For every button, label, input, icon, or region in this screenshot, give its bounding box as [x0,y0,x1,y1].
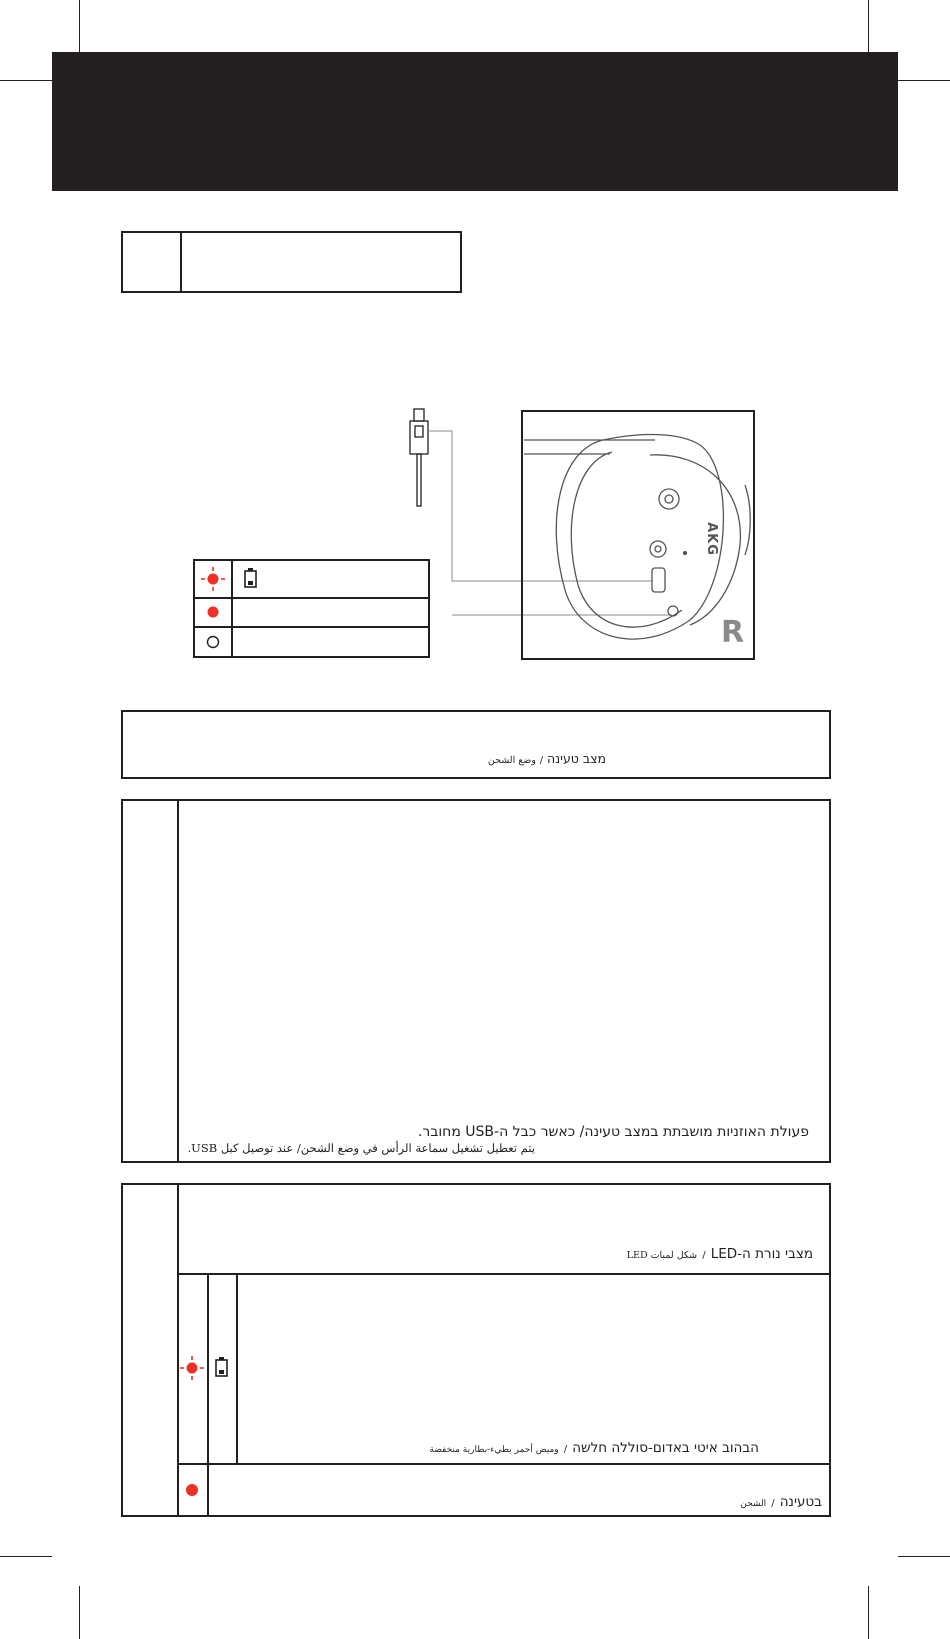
charging-diagram [180,400,760,665]
section-tab-divider [180,231,182,293]
led-row-solid-ar: الشحن [740,1499,767,1509]
usb-cable-icon [410,409,428,506]
charging-mode-box [121,710,831,779]
led-table-icon-divider [207,1273,209,1517]
usb-note-box [121,799,831,1163]
caption-separator: / [539,755,544,766]
led-table-title [627,1245,813,1264]
led-legend [194,560,429,657]
led-table-row-1-icons [178,1350,236,1386]
led-row-blinking-ar: وميض أحمر بطيء-بطارية منخفضة [429,1445,559,1455]
title-separator: / [702,1250,706,1261]
crop-mark [868,1586,869,1639]
usb-note-ar: يتم تعطيل تشغيل سماعة الرأس في وضع الشحن/ عند توصيل كبل USB. [187,1141,535,1155]
led-table-title-he: מצבי נורת ה-LED [710,1246,813,1262]
led-off-icon [208,637,219,648]
crop-mark [898,80,950,81]
led-row-solid [740,1493,822,1512]
section-tab [121,231,462,293]
header-band [52,52,898,191]
led-table-header-line [177,1273,831,1275]
led-table-icon-divider [236,1273,238,1464]
charging-mode-caption-he: מצב טעינה [546,751,606,766]
charging-mode-caption-ar: وضع الشحن [487,755,536,766]
led-row-blinking-he: הבהוב איטי באדום-סוללה חלשה [572,1440,759,1456]
row-separator: / [563,1444,568,1455]
blinking-red-led-icon [201,567,225,591]
charging-mode-caption [488,751,606,768]
crop-mark [898,1556,950,1557]
solid-red-led-icon [208,607,219,618]
side-marker-r: R [721,615,745,650]
blinking-red-led-icon [180,1356,204,1380]
row-separator: / [771,1498,775,1509]
usb-note-he: פעולת האוזניות מושבתת במצב טעינה/ כאשר כבל ה-USB מחובר. [417,1124,809,1140]
led-row-blinking [429,1439,759,1458]
akg-logo: AKG [704,522,719,556]
crop-mark [79,1586,80,1639]
crop-mark [0,80,52,81]
led-table-title-ar: شكل لمبات LED [626,1250,698,1261]
crop-mark [868,0,869,52]
headphone-earcup-icon [522,411,754,659]
battery-low-icon [245,568,256,587]
led-table-row-line [177,1463,831,1465]
callout-lines [428,431,672,615]
led-row-solid-he: בטעינה [779,1494,822,1510]
crop-mark [79,0,80,52]
battery-low-icon [216,1357,227,1376]
crop-mark [0,1556,52,1557]
usb-note-divider [177,799,179,1163]
solid-red-led-icon [186,1484,198,1496]
